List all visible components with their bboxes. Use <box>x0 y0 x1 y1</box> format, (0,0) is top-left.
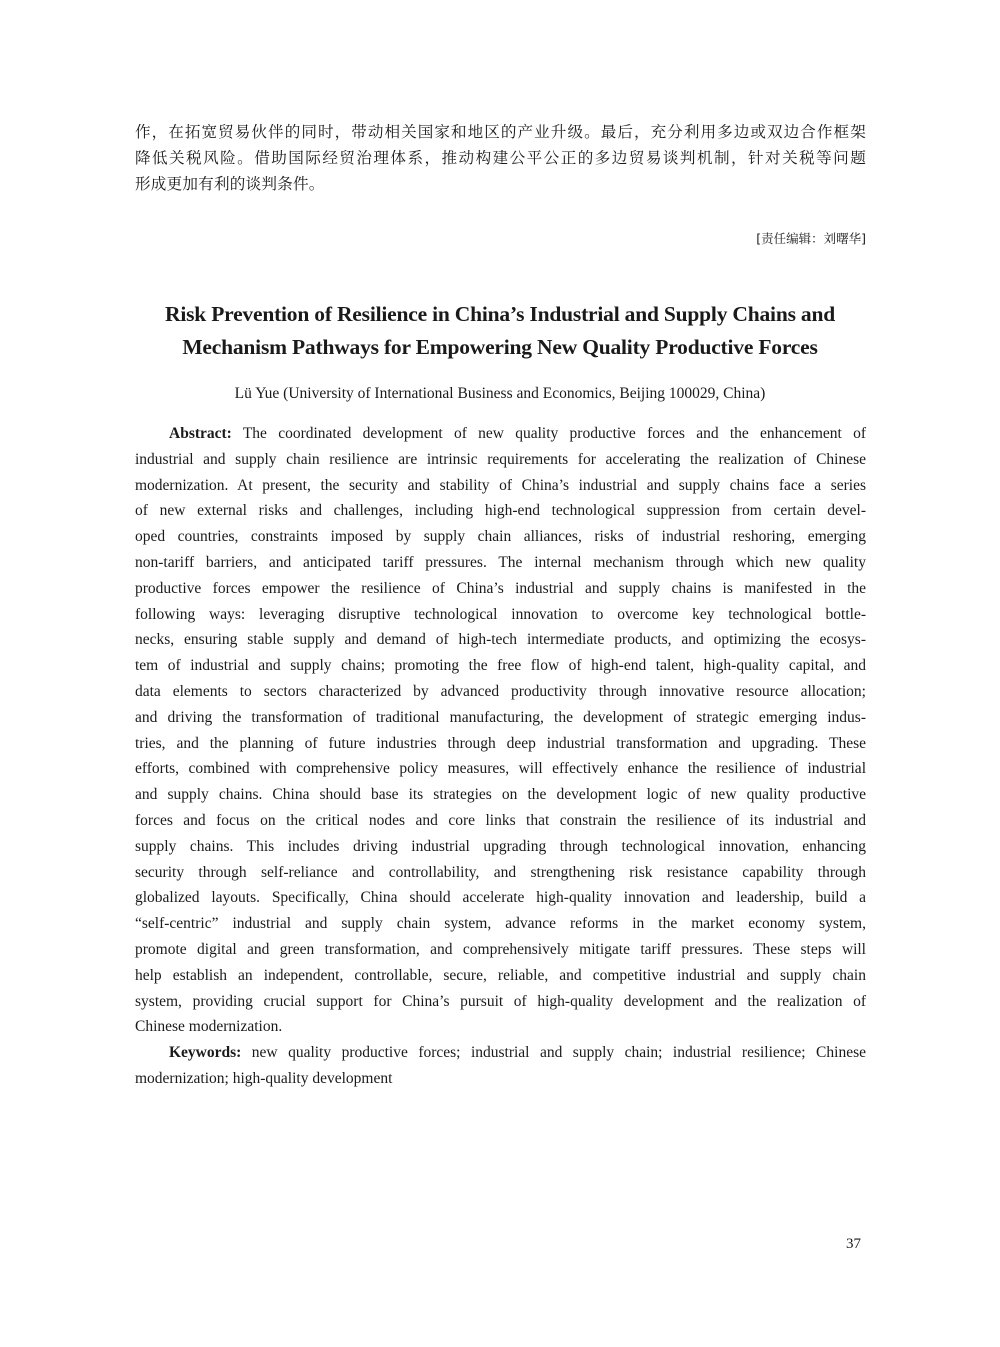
abstract-line: efforts, combined with comprehensive policy measures, will effectively enhance the resilience of industrial <box>135 760 866 778</box>
abstract-line: of new external risks and challenges, including high-end technological suppression from certain devel- <box>135 502 866 520</box>
abstract-line: supply chains. This includes driving industrial upgrading through technological innovation, enhancing <box>135 837 866 855</box>
abstract-line: modernization. At present, the security and stability of China’s industrial and supply chains face a series <box>135 476 866 494</box>
abstract-line: help establish an independent, controllable, secure, reliable, and competitive industrial and supply chain <box>135 966 866 984</box>
abstract-line: and driving the transformation of traditional manufacturing, the development of strategic emerging indus- <box>135 708 866 726</box>
abstract-line: tem of industrial and supply chains; promoting the free flow of high-end talent, high-quality capital, and <box>135 657 866 675</box>
chinese-line: 作，在拓宽贸易伙伴的同时，带动相关国家和地区的产业升级。最后，充分利用多边或双边合作框架 <box>135 123 866 141</box>
abstract-line: oped countries, constraints imposed by supply chain alliances, risks of industrial reshoring, emerging <box>135 528 866 546</box>
abstract-line: industrial and supply chain resilience are intrinsic requirements for accelerating the realization of Chinese <box>135 450 866 468</box>
keywords-line <box>135 1040 866 1066</box>
abstract-line: forces and focus on the critical nodes and core links that constrain the resilience of its industrial and <box>135 811 866 829</box>
author-affiliation: Lü Yue (University of International Business and Economics, Beijing 100029, China) <box>234 385 766 402</box>
abstract-line: productive forces empower the resilience of China’s industrial and supply chains is manifested in the <box>135 579 866 597</box>
abstract-line: non-tariff barriers, and anticipated tariff pressures. The internal mechanism through which new quality <box>135 553 866 571</box>
abstract-line: necks, ensuring stable supply and demand of high-tech intermediate products, and optimizing the ecosys- <box>135 631 866 649</box>
chinese-line: 形成更加有利的谈判条件。 <box>135 175 325 193</box>
chinese-line: 降低关税风险。借助国际经贸治理体系，推动构建公平公正的多边贸易谈判机制，针对关税等问题 <box>135 149 866 167</box>
keywords-text: new quality productive forces; industrial and supply chain; industrial resilience; Chinese <box>241 1044 866 1062</box>
abstract-line: “self-centric” industrial and supply chain system, advance reforms in the market economy system, <box>135 915 866 933</box>
abstract-line: globalized layouts. Specifically, China should accelerate high-quality innovation and leadership, build a <box>135 889 866 907</box>
title-line: Risk Prevention of Resilience in China’s Industrial and Supply Chains and <box>165 302 835 326</box>
abstract-line: security through self-reliance and controllability, and strengthening risk resistance capability through <box>135 863 866 881</box>
chinese-paragraph <box>135 119 866 197</box>
editor-note: [责任编辑：刘曙华] <box>756 231 866 246</box>
abstract-line: promote digital and green transformation, and comprehensively mitigate tariff pressures. These steps will <box>135 940 866 958</box>
abstract-line: and supply chains. China should base its strategies on the development logic of new quality productive <box>135 786 866 804</box>
keywords-line: modernization; high-quality development <box>135 1069 393 1087</box>
article-title <box>100 298 900 364</box>
abstract-line: Chinese modernization. <box>135 1018 283 1036</box>
abstract-line: tries, and the planning of future industries through deep industrial transformation and upgrading. These <box>135 734 866 752</box>
abstract-text: The coordinated development of new quality productive forces and the enhancement of <box>231 425 866 442</box>
title-line: Mechanism Pathways for Empowering New Quality Productive Forces <box>182 335 818 359</box>
abstract-line <box>135 421 866 447</box>
abstract-section <box>135 421 866 1092</box>
keywords-label: Keywords: <box>169 1044 242 1062</box>
abstract-line: following ways: leveraging disruptive technological innovation to overcome key technological bottle- <box>135 605 866 623</box>
abstract-line: system, providing crucial support for China’s pursuit of high-quality development and the realization of <box>135 992 866 1010</box>
page-number: 37 <box>846 1236 861 1252</box>
abstract-line: data elements to sectors characterized by advanced productivity through innovative resource allocation; <box>135 682 866 700</box>
abstract-label: Abstract: <box>169 425 232 442</box>
